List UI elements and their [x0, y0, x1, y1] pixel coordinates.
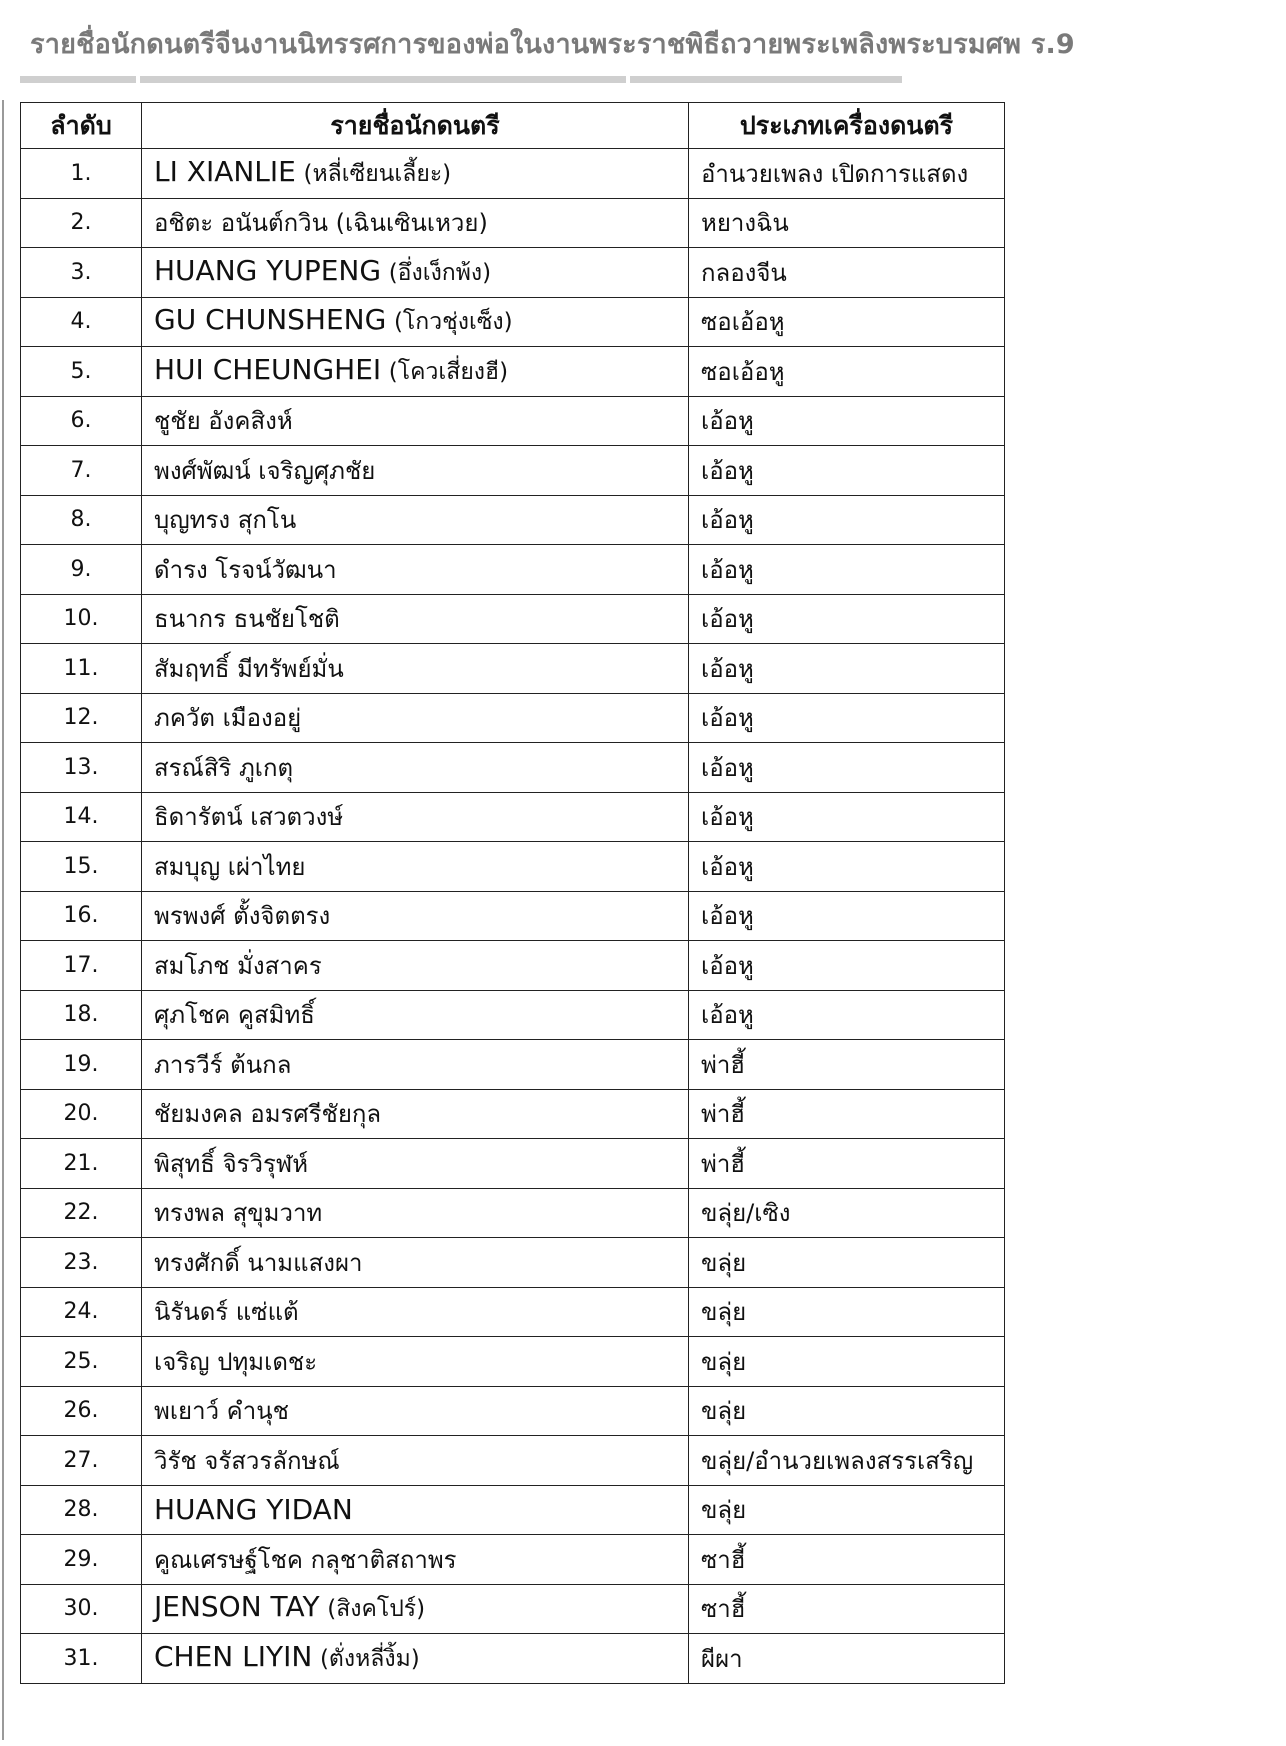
left-border-line [2, 100, 4, 1740]
musician-name [142, 792, 689, 842]
instrument: อำนวยเพลง เปิดการแสดง [689, 149, 1005, 199]
header-name: รายชื่อนักดนตรี [142, 103, 689, 149]
musician-name-thai: (โกวชุ่งเซ็ง) [393, 309, 513, 336]
musician-name-thai: บุญทรง สุกโน [154, 506, 297, 535]
instrument: ซาฮี้ [689, 1535, 1005, 1585]
musician-name-thai: ทรงพล สุขุมวาท [154, 1199, 323, 1228]
row-number: 16. [21, 891, 142, 941]
table-row [21, 693, 1005, 743]
musician-name-thai: ภารวีร์ ต้นกล [154, 1050, 292, 1079]
table-row [21, 347, 1005, 397]
table-row [21, 941, 1005, 991]
row-number: 5. [21, 347, 142, 397]
row-number: 28. [21, 1485, 142, 1535]
table-row [21, 297, 1005, 347]
table-row [21, 1287, 1005, 1337]
instrument: เอ้อหู [689, 941, 1005, 991]
row-number: 21. [21, 1139, 142, 1189]
table-row [21, 1634, 1005, 1684]
musician-name-thai: ชูชัย อังคสิงห์ [154, 407, 293, 436]
musician-name-latin: HUANG YIDAN [154, 1493, 353, 1527]
row-number: 27. [21, 1436, 142, 1486]
musician-name-thai: ธิดารัตน์ เสวตวงษ์ [154, 803, 344, 832]
musician-name-latin: JENSON TAY [154, 1590, 320, 1624]
table-row [21, 792, 1005, 842]
row-number: 12. [21, 693, 142, 743]
instrument: ขลุ่ย [689, 1287, 1005, 1337]
instrument: ผีผา [689, 1634, 1005, 1684]
musician-name-thai: ธนากร ธนชัยโชติ [154, 605, 340, 634]
musician-name-thai: วิรัช จรัสวรลักษณ์ [154, 1446, 340, 1475]
instrument: เอ้อหู [689, 495, 1005, 545]
row-number: 8. [21, 495, 142, 545]
musician-name [142, 1386, 689, 1436]
musician-name [142, 347, 689, 397]
musician-name-thai: สรณ์สิริ ภูเกตุ [154, 753, 294, 782]
instrument: ขลุ่ย/อำนวยเพลงสรรเสริญ [689, 1436, 1005, 1486]
instrument: เอ้อหู [689, 693, 1005, 743]
row-number: 13. [21, 743, 142, 793]
instrument: หยางฉิน [689, 198, 1005, 248]
musician-name [142, 495, 689, 545]
musicians-table [20, 102, 1005, 1684]
musician-name [142, 1535, 689, 1585]
musician-name [142, 594, 689, 644]
musician-name-thai: ทรงศักดิ์ นามแสงผา [154, 1248, 363, 1277]
instrument: เอ้อหู [689, 842, 1005, 892]
table-row [21, 1238, 1005, 1288]
musician-name-thai: ศุภโชค คูสมิทธิ์ [154, 1001, 315, 1030]
musician-name-thai: พิสุทธิ์ จิรวิรุฬห์ [154, 1149, 309, 1178]
row-number: 7. [21, 446, 142, 496]
musician-name [142, 891, 689, 941]
musician-name-thai: เจริญ ปทุมเดชะ [154, 1347, 318, 1376]
row-number: 2. [21, 198, 142, 248]
musician-name-thai: พรพงศ์ ตั้งจิตตรง [154, 902, 331, 931]
header-instrument: ประเภทเครื่องดนตรี [689, 103, 1005, 149]
row-number: 11. [21, 644, 142, 694]
musician-name [142, 198, 689, 248]
instrument: เอ้อหู [689, 792, 1005, 842]
musician-name [142, 446, 689, 496]
table-row [21, 1584, 1005, 1634]
table-row [21, 149, 1005, 199]
instrument: เอ้อหู [689, 545, 1005, 595]
instrument: ซอเอ้อหู [689, 297, 1005, 347]
instrument: พ่าฮี้ [689, 1040, 1005, 1090]
instrument: เอ้อหู [689, 891, 1005, 941]
row-number: 4. [21, 297, 142, 347]
musician-name [142, 396, 689, 446]
musician-name-thai: ดำรง โรจน์วัฒนา [154, 555, 337, 584]
musician-name-thai: สมบุญ เผ่าไทย [154, 852, 306, 881]
musician-name-thai: นิรันดร์ แซ่แต้ [154, 1298, 299, 1327]
table-row [21, 495, 1005, 545]
table-row [21, 1089, 1005, 1139]
musician-name [142, 1238, 689, 1288]
musician-name-thai: อชิตะ อนันต์กวิน (เฉินเซินเหวย) [154, 209, 488, 238]
row-number: 20. [21, 1089, 142, 1139]
table-row [21, 1436, 1005, 1486]
musician-name [142, 545, 689, 595]
musician-name-latin: LI XIANLIE [154, 154, 296, 188]
table-row [21, 644, 1005, 694]
table-row [21, 1139, 1005, 1189]
row-number: 14. [21, 792, 142, 842]
table-row [21, 743, 1005, 793]
instrument: ขลุ่ย [689, 1386, 1005, 1436]
musician-name [142, 1188, 689, 1238]
musician-name [142, 1139, 689, 1189]
row-number: 22. [21, 1188, 142, 1238]
table-row [21, 891, 1005, 941]
musician-name-thai: สัมฤทธิ์ มีทรัพย์มั่น [154, 654, 344, 683]
musician-name-latin: HUI CHEUNGHEI [154, 352, 382, 386]
musician-name [142, 842, 689, 892]
musician-name [142, 1634, 689, 1684]
musician-name [142, 1584, 689, 1634]
musician-name [142, 149, 689, 199]
instrument: เอ้อหู [689, 396, 1005, 446]
musician-name-latin: HUANG YUPENG [154, 253, 382, 287]
instrument: ซาฮี้ [689, 1584, 1005, 1634]
table-row [21, 446, 1005, 496]
row-number: 1. [21, 149, 142, 199]
instrument: ขลุ่ย [689, 1485, 1005, 1535]
instrument: ขลุ่ย [689, 1238, 1005, 1288]
row-number: 19. [21, 1040, 142, 1090]
row-number: 10. [21, 594, 142, 644]
musician-name [142, 1089, 689, 1139]
musician-name [142, 1287, 689, 1337]
musician-name [142, 297, 689, 347]
row-number: 9. [21, 545, 142, 595]
musician-name-thai: (อึ่งเง็กพ้ง) [388, 259, 492, 286]
instrument: พ่าฮี้ [689, 1139, 1005, 1189]
instrument: พ่าฮี้ [689, 1089, 1005, 1139]
row-number: 23. [21, 1238, 142, 1288]
row-number: 29. [21, 1535, 142, 1585]
instrument: เอ้อหู [689, 594, 1005, 644]
table-row [21, 1337, 1005, 1387]
header-no: ลำดับ [21, 103, 142, 149]
musician-name [142, 743, 689, 793]
musician-name [142, 1485, 689, 1535]
table-row [21, 1188, 1005, 1238]
instrument: ขลุ่ย [689, 1337, 1005, 1387]
table-header-row [21, 103, 1005, 149]
table-row [21, 1386, 1005, 1436]
musician-name-thai: คูณเศรษฐ์โชค กลุชาติสถาพร [154, 1545, 457, 1574]
table-row [21, 198, 1005, 248]
musician-name-thai: พงศ์พัฒน์ เจริญศุภชัย [154, 456, 376, 485]
musician-name [142, 644, 689, 694]
row-number: 30. [21, 1584, 142, 1634]
row-number: 15. [21, 842, 142, 892]
row-number: 25. [21, 1337, 142, 1387]
title-underline [20, 76, 1002, 85]
musician-name-thai: ภควัต เมืองอยู่ [154, 704, 302, 733]
table-row [21, 396, 1005, 446]
musician-name-thai: (โควเสี่ยงฮี) [388, 358, 509, 385]
row-number: 31. [21, 1634, 142, 1684]
musician-name-thai: (สิงคโปร์) [327, 1596, 426, 1623]
table-row [21, 594, 1005, 644]
musician-name-thai: (หลี่เซียนเลี้ยะ) [303, 160, 452, 187]
instrument: เอ้อหู [689, 446, 1005, 496]
table-row [21, 990, 1005, 1040]
row-number: 6. [21, 396, 142, 446]
instrument: เอ้อหู [689, 743, 1005, 793]
instrument: เอ้อหู [689, 990, 1005, 1040]
table-row [21, 545, 1005, 595]
musician-name [142, 1337, 689, 1387]
musician-name [142, 693, 689, 743]
row-number: 17. [21, 941, 142, 991]
table-row [21, 1040, 1005, 1090]
instrument: ขลุ่ย/เซิง [689, 1188, 1005, 1238]
instrument: กลองจีน [689, 248, 1005, 298]
instrument: เอ้อหู [689, 644, 1005, 694]
musician-name-thai: พเยาว์ คำนุช [154, 1397, 289, 1426]
page-title: รายชื่อนักดนตรีจีนงานนิทรรศการของพ่อในงานพระราชพิธีถวายพระเพลิงพระบรมศพ ร.9 [30, 29, 1075, 60]
musician-name-thai: (ตั่งหลี่งิ้ม) [319, 1645, 420, 1672]
table-row [21, 1535, 1005, 1585]
table-row [21, 842, 1005, 892]
musician-name-latin: GU CHUNSHENG [154, 303, 387, 337]
table-row [21, 1485, 1005, 1535]
musician-name-latin: CHEN LIYIN [154, 1639, 313, 1673]
table-row [21, 248, 1005, 298]
musician-name [142, 941, 689, 991]
musician-name [142, 248, 689, 298]
row-number: 3. [21, 248, 142, 298]
musician-name [142, 990, 689, 1040]
instrument: ซอเอ้อหู [689, 347, 1005, 397]
row-number: 18. [21, 990, 142, 1040]
musician-name-thai: ชัยมงคล อมรศรีชัยกุล [154, 1100, 382, 1129]
musician-name-thai: สมโภช มั่งสาคร [154, 951, 322, 980]
musician-name [142, 1436, 689, 1486]
row-number: 24. [21, 1287, 142, 1337]
musician-name [142, 1040, 689, 1090]
row-number: 26. [21, 1386, 142, 1436]
